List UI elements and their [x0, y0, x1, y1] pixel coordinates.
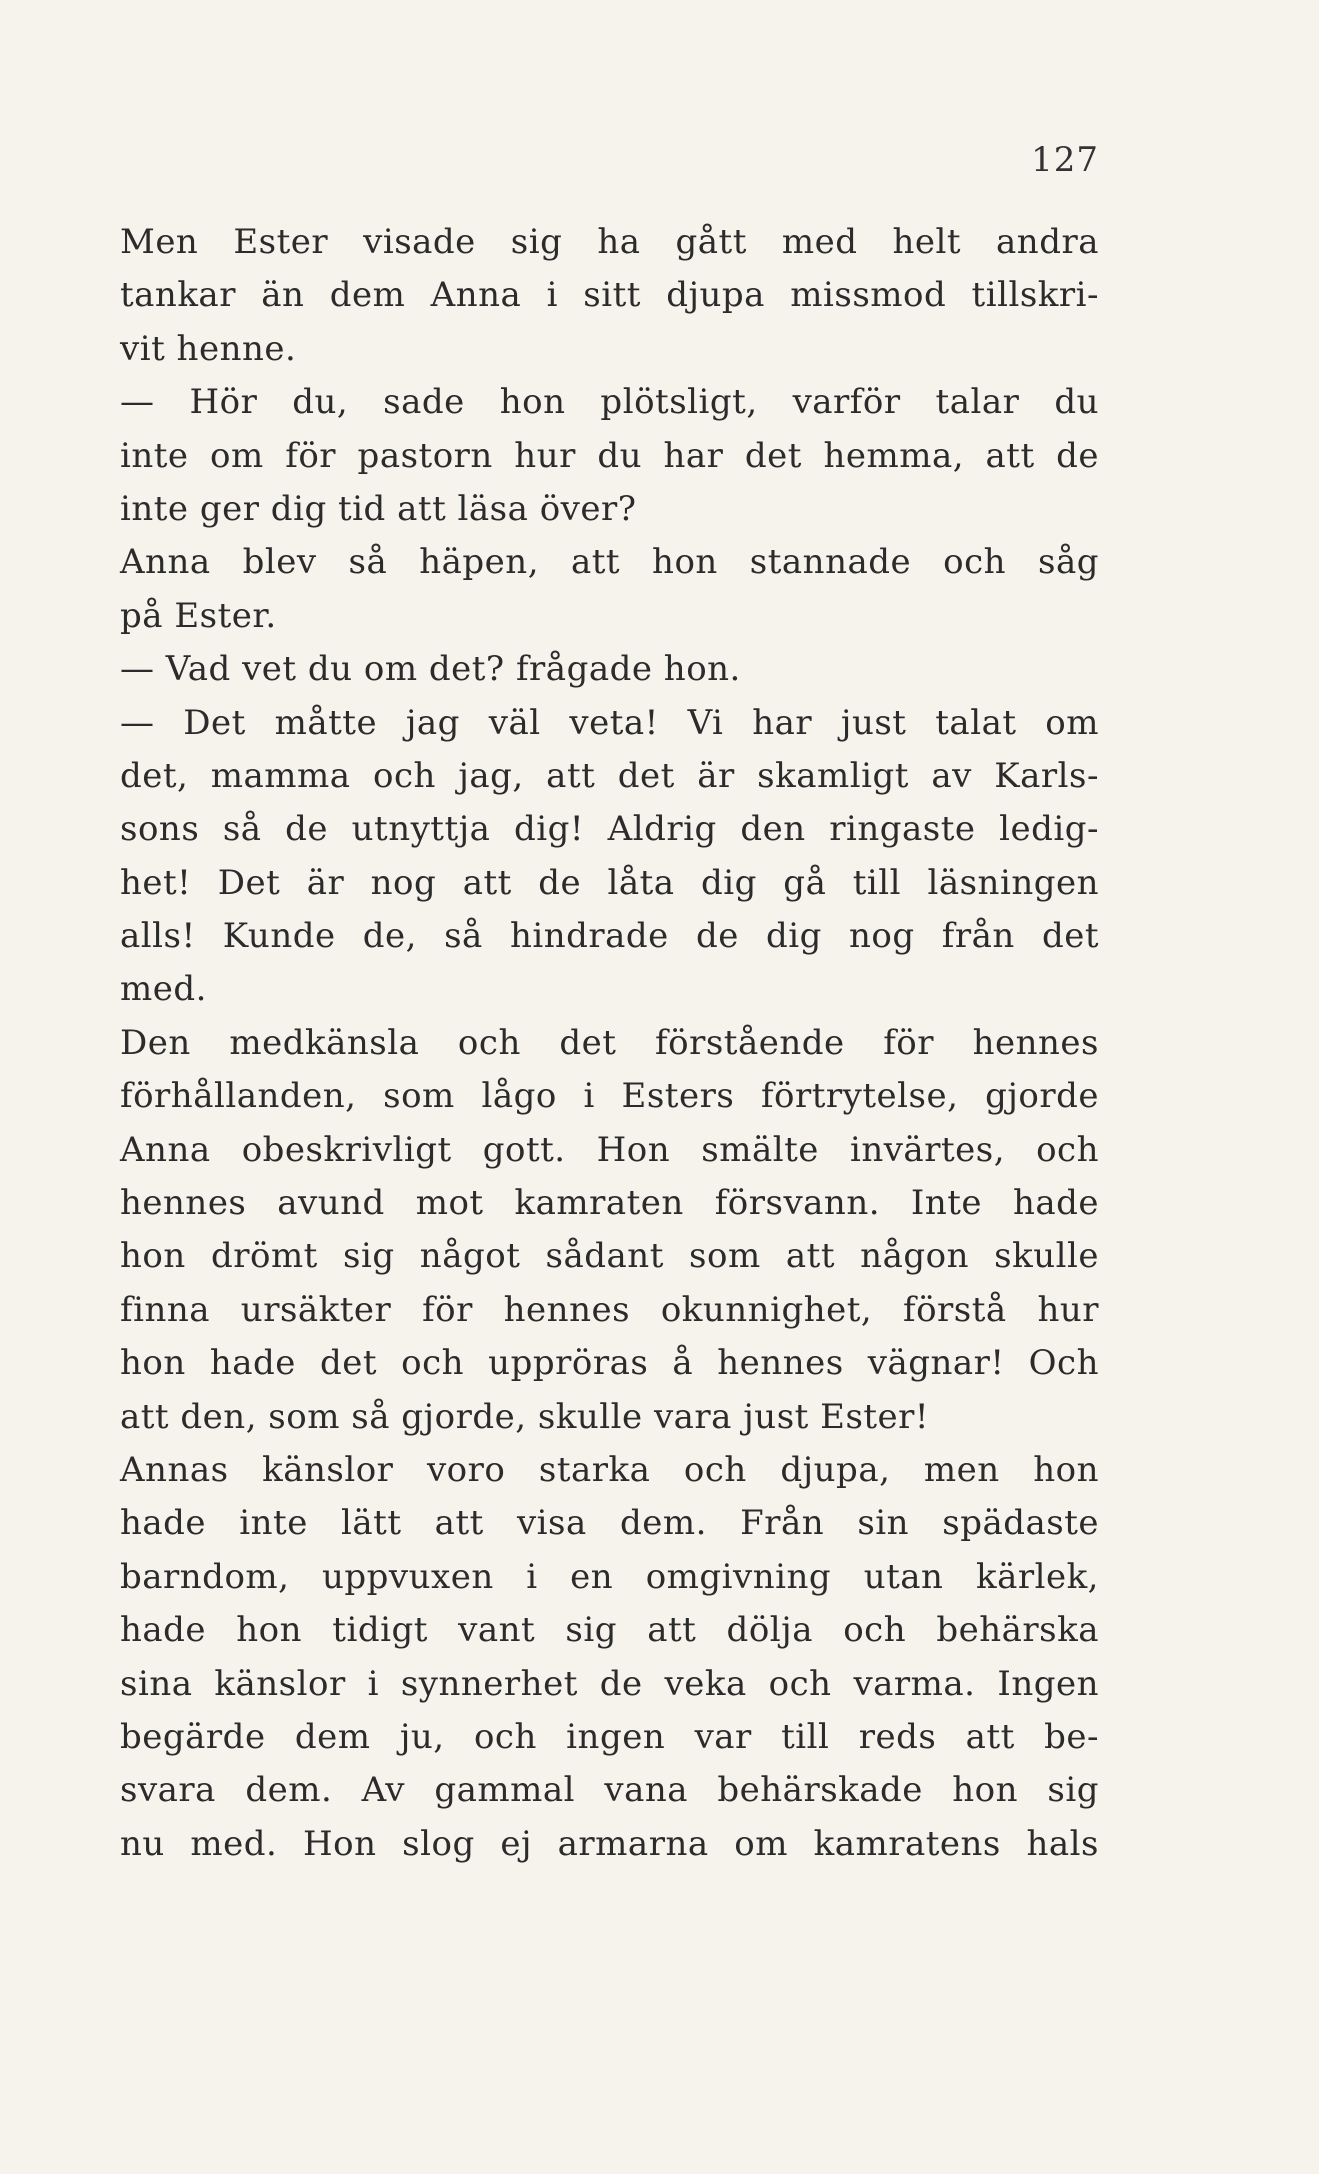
text-line: inte ger dig tid att läsa över?: [120, 488, 637, 529]
text-line: begärde dem ju, och ingen var till reds att be-: [120, 1716, 1099, 1757]
text-line: svara dem. Av gammal vana behärskade hon sig: [120, 1770, 1099, 1811]
text-line: sons så de utnyttja dig! Aldrig den ringaste ledig-: [120, 809, 1099, 850]
text-line: inte om för pastorn hur du har det hemma, att de: [120, 435, 1099, 476]
text-line: förhållanden, som lågo i Esters förtrytelse, gjorde: [120, 1076, 1099, 1117]
text-line: det, mamma och jag, att det är skamligt av Karls-: [120, 755, 1099, 796]
text-line: — Vad vet du om det? frågade hon.: [120, 649, 741, 690]
text-line: Men Ester visade sig ha gått med helt andra: [120, 222, 1099, 262]
text-line: hon hade det och uppröras å hennes vägnar! Och: [120, 1343, 1099, 1384]
text-line: Anna obeskrivligt gott. Hon smälte invärtes, och: [120, 1129, 1099, 1170]
text-line: på Ester.: [120, 595, 277, 636]
text-line: Anna blev så häpen, att hon stannade och såg: [120, 542, 1099, 583]
text-line: vit henne.: [120, 328, 297, 369]
body-text: [120, 216, 1099, 1871]
text-line: — Hör du, sade hon plötsligt, varför talar du: [120, 382, 1099, 423]
text-line: hade hon tidigt vant sig att dölja och behärska: [120, 1610, 1099, 1651]
text-line: med.: [120, 969, 207, 1010]
text-line: hennes avund mot kamraten försvann. Inte hade: [120, 1183, 1099, 1224]
text-line: Annas känslor voro starka och djupa, men hon: [120, 1449, 1099, 1490]
text-line: tankar än dem Anna i sitt djupa missmod tillskri-: [120, 275, 1099, 316]
text-line: finna ursäkter för hennes okunnighet, förstå hur: [120, 1289, 1099, 1330]
text-line: alls! Kunde de, så hindrade de dig nog från det: [120, 916, 1099, 957]
page-number: 127: [1031, 140, 1099, 180]
text-line: — Det måtte jag väl veta! Vi har just talat om: [120, 702, 1099, 743]
text-line: Den medkänsla och det förstående för hennes: [120, 1022, 1099, 1063]
text-line: nu med. Hon slog ej armarna om kamratens hals: [120, 1823, 1099, 1864]
text-line: hon drömt sig något sådant som att någon skulle: [120, 1236, 1099, 1277]
text-line: sina känslor i synnerhet de veka och varma. Ingen: [120, 1663, 1099, 1704]
text-line: att den, som så gjorde, skulle vara just Ester!: [120, 1396, 930, 1437]
text-line: barndom, uppvuxen i en omgivning utan kärlek,: [120, 1556, 1099, 1597]
text-line: het! Det är nog att de låta dig gå till läsningen: [120, 862, 1099, 903]
text-line: hade inte lätt att visa dem. Från sin spädaste: [120, 1503, 1099, 1544]
